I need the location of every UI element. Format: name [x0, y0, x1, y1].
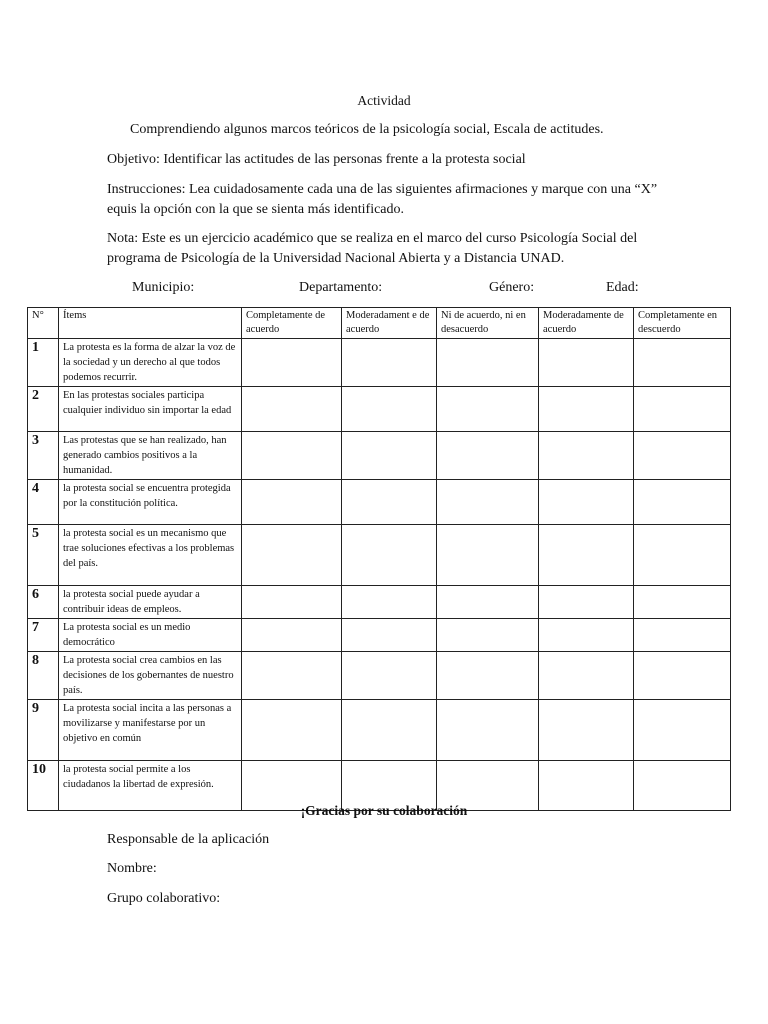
answer-cell[interactable] [437, 480, 539, 525]
header-option: Moderadamente de acuerdo [539, 308, 634, 339]
answer-cell[interactable] [342, 586, 437, 619]
field-departamento: Departamento: [299, 280, 383, 295]
row-item-text: La protesta social crea cambios en las decisiones de los gobernantes de nuestro país. [59, 652, 242, 700]
answer-cell[interactable] [437, 525, 539, 586]
header-number: N° [28, 308, 59, 339]
row-item-text: la protesta social puede ayudar a contribuir ideas de empleos. [59, 586, 242, 619]
objective-text: Objetivo: Identificar las actitudes de las personas frente a la protesta social [107, 152, 526, 167]
answer-cell[interactable] [342, 652, 437, 700]
thanks-message: ¡Gracias por su colaboración [300, 803, 468, 818]
answer-cell[interactable] [242, 432, 342, 480]
answer-cell[interactable] [634, 652, 731, 700]
table-row [28, 387, 731, 432]
answer-cell[interactable] [539, 525, 634, 586]
note-text: Nota: Este es un ejercicio académico que se realiza en el marco del curso Psicología Social del programa de Psicología de la Universidad Nacional Abierta y a Distancia UNAD. [107, 231, 638, 266]
table-row [28, 339, 731, 387]
answer-cell[interactable] [437, 339, 539, 387]
answer-cell[interactable] [437, 387, 539, 432]
instructions-text: Instrucciones: Lea cuidadosamente cada una de las siguientes afirmaciones y marque con una “X” equis la opción con la que se sienta más identificado. [107, 182, 658, 217]
table-row [28, 619, 731, 652]
answer-cell[interactable] [634, 339, 731, 387]
table-row [28, 652, 731, 700]
answer-cell[interactable] [437, 619, 539, 652]
answer-cell[interactable] [437, 586, 539, 619]
row-item-text: la protesta social es un mecanismo que trae soluciones efectivas a los problemas del país. [59, 525, 242, 586]
answer-cell[interactable] [539, 700, 634, 761]
answer-cell[interactable] [634, 480, 731, 525]
answer-cell[interactable] [634, 619, 731, 652]
page-title: Actividad [357, 93, 411, 108]
answer-cell[interactable] [634, 586, 731, 619]
row-item-text: la protesta social se encuentra protegida por la constitución política. [59, 480, 242, 525]
table-row [28, 586, 731, 619]
answer-cell[interactable] [539, 652, 634, 700]
field-municipio: Municipio: [132, 280, 195, 295]
answer-cell[interactable] [634, 432, 731, 480]
row-item-text: La protesta social incita a las personas a movilizarse y manifestarse por un objetivo en común [59, 700, 242, 761]
answer-cell[interactable] [437, 652, 539, 700]
answer-cell[interactable] [539, 480, 634, 525]
table-row [28, 432, 731, 480]
row-number: 2 [28, 387, 59, 432]
answer-cell[interactable] [437, 432, 539, 480]
subtitle: Comprendiendo algunos marcos teóricos de la psicología social, Escala de actitudes. [130, 122, 604, 137]
answer-cell[interactable] [342, 525, 437, 586]
answer-cell[interactable] [342, 432, 437, 480]
answer-cell[interactable] [242, 619, 342, 652]
table-row [28, 700, 731, 761]
answer-cell[interactable] [634, 525, 731, 586]
row-number: 5 [28, 525, 59, 586]
answer-cell[interactable] [242, 652, 342, 700]
footer-group-field: Grupo colaborativo: [107, 891, 221, 906]
row-item-text: la protesta social permite a los ciudadanos la libertad de expresión. [59, 761, 242, 811]
row-item-text: En las protestas sociales participa cualquier individuo sin importar la edad [59, 387, 242, 432]
row-item-text: Las protestas que se han realizado, han generado cambios positivos a la humanidad. [59, 432, 242, 480]
answer-cell[interactable] [539, 586, 634, 619]
answer-cell[interactable] [342, 619, 437, 652]
field-genero: Género: [489, 280, 535, 295]
answer-cell[interactable] [342, 339, 437, 387]
answer-cell[interactable] [242, 480, 342, 525]
footer-responsible: Responsable de la aplicación [107, 832, 270, 847]
answer-cell[interactable] [437, 700, 539, 761]
answer-cell[interactable] [539, 387, 634, 432]
row-number: 8 [28, 652, 59, 700]
table-row [28, 525, 731, 586]
answer-cell[interactable] [342, 700, 437, 761]
header-option: Moderadament e de acuerdo [342, 308, 437, 339]
footer-name-field: Nombre: [107, 861, 157, 876]
answer-cell[interactable] [242, 339, 342, 387]
header-option: Completamente en descuerdo [634, 308, 731, 339]
answer-cell[interactable] [342, 387, 437, 432]
table-header-row [28, 308, 731, 339]
row-number: 6 [28, 586, 59, 619]
row-number: 9 [28, 700, 59, 761]
row-number: 1 [28, 339, 59, 387]
answer-cell[interactable] [242, 586, 342, 619]
answer-cell[interactable] [242, 700, 342, 761]
row-number: 3 [28, 432, 59, 480]
row-number: 4 [28, 480, 59, 525]
header-option: Completamente de acuerdo [242, 308, 342, 339]
row-number: 7 [28, 619, 59, 652]
answer-cell[interactable] [539, 339, 634, 387]
answer-cell[interactable] [242, 525, 342, 586]
answer-cell[interactable] [634, 387, 731, 432]
table-row [28, 480, 731, 525]
answer-cell[interactable] [342, 480, 437, 525]
header-items: Ítems [59, 308, 242, 339]
row-number: 10 [28, 761, 59, 811]
field-edad: Edad: [606, 280, 639, 295]
row-item-text: La protesta es la forma de alzar la voz de la sociedad y un derecho al que todos podemos recurrir. [59, 339, 242, 387]
attitude-scale-table [27, 307, 731, 811]
answer-cell[interactable] [634, 700, 731, 761]
header-option: Ni de acuerdo, ni en desacuerdo [437, 308, 539, 339]
answer-cell[interactable] [242, 387, 342, 432]
row-item-text: La protesta social es un medio democrático [59, 619, 242, 652]
answer-cell[interactable] [539, 619, 634, 652]
answer-cell[interactable] [539, 432, 634, 480]
